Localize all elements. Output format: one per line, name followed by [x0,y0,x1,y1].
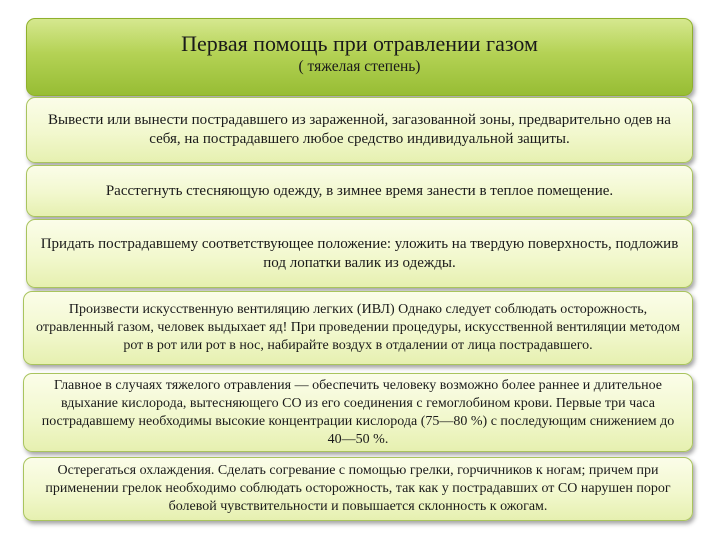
page-title: Первая помощь при отравлении газом [181,31,538,56]
step-box-3 [26,219,693,288]
step-text-3: Придать пострадавшему соответствующее положение: уложить на твердую поверхность, подложив под лопатки валик из одежды. [40,235,679,271]
step-box-4 [23,291,693,365]
step-text-1: Вывести или вынести пострадавшего из зараженной, загазованной зоны, предварительно одев на себя, на пострадавшего любое средство индивидуальной защиты. [48,112,671,147]
page-subtitle: ( тяжелая степень) [298,58,421,75]
step-text-6: Остерегаться охлаждения. Сделать согревание с помощью грелки, горчичников к ногам; причем при применении грелок необходимо соблюдать осторожность, так как у пострадавших от СО нарушен порог болевой чувствительности и повышается склонность к ожогам. [45,463,671,514]
step-text-2: Расстегнуть стесняющую одежду, в зимнее время занести в теплое помещение. [105,182,614,199]
title-banner [26,18,693,96]
step-box-1 [26,97,693,163]
step-box-2 [26,165,693,217]
step-box-6 [23,457,693,521]
step-box-5 [23,373,693,452]
step-text-5: Главное в случаях тяжелого отравления — обеспечить человеку возможно более раннее и длительное вдыхание кислорода, вытесняющего СО из его соединения с гемоглобином крови. Первые три часа пострадавшему необходимы высокие концентрации кислорода (75—80 %) с последующим снижением до 40—50 %. [41,377,675,447]
step-text-4: Произвести искусственную вентиляцию легких (ИВЛ) Однако следует соблюдать осторожность, отравленный газом, человек выдыхает яд! При проведении процедуры, искусственной вентиляции методом рот в рот или рот в нос, набирайте воздух в отдалении от лица пострадавшего. [36,302,680,353]
